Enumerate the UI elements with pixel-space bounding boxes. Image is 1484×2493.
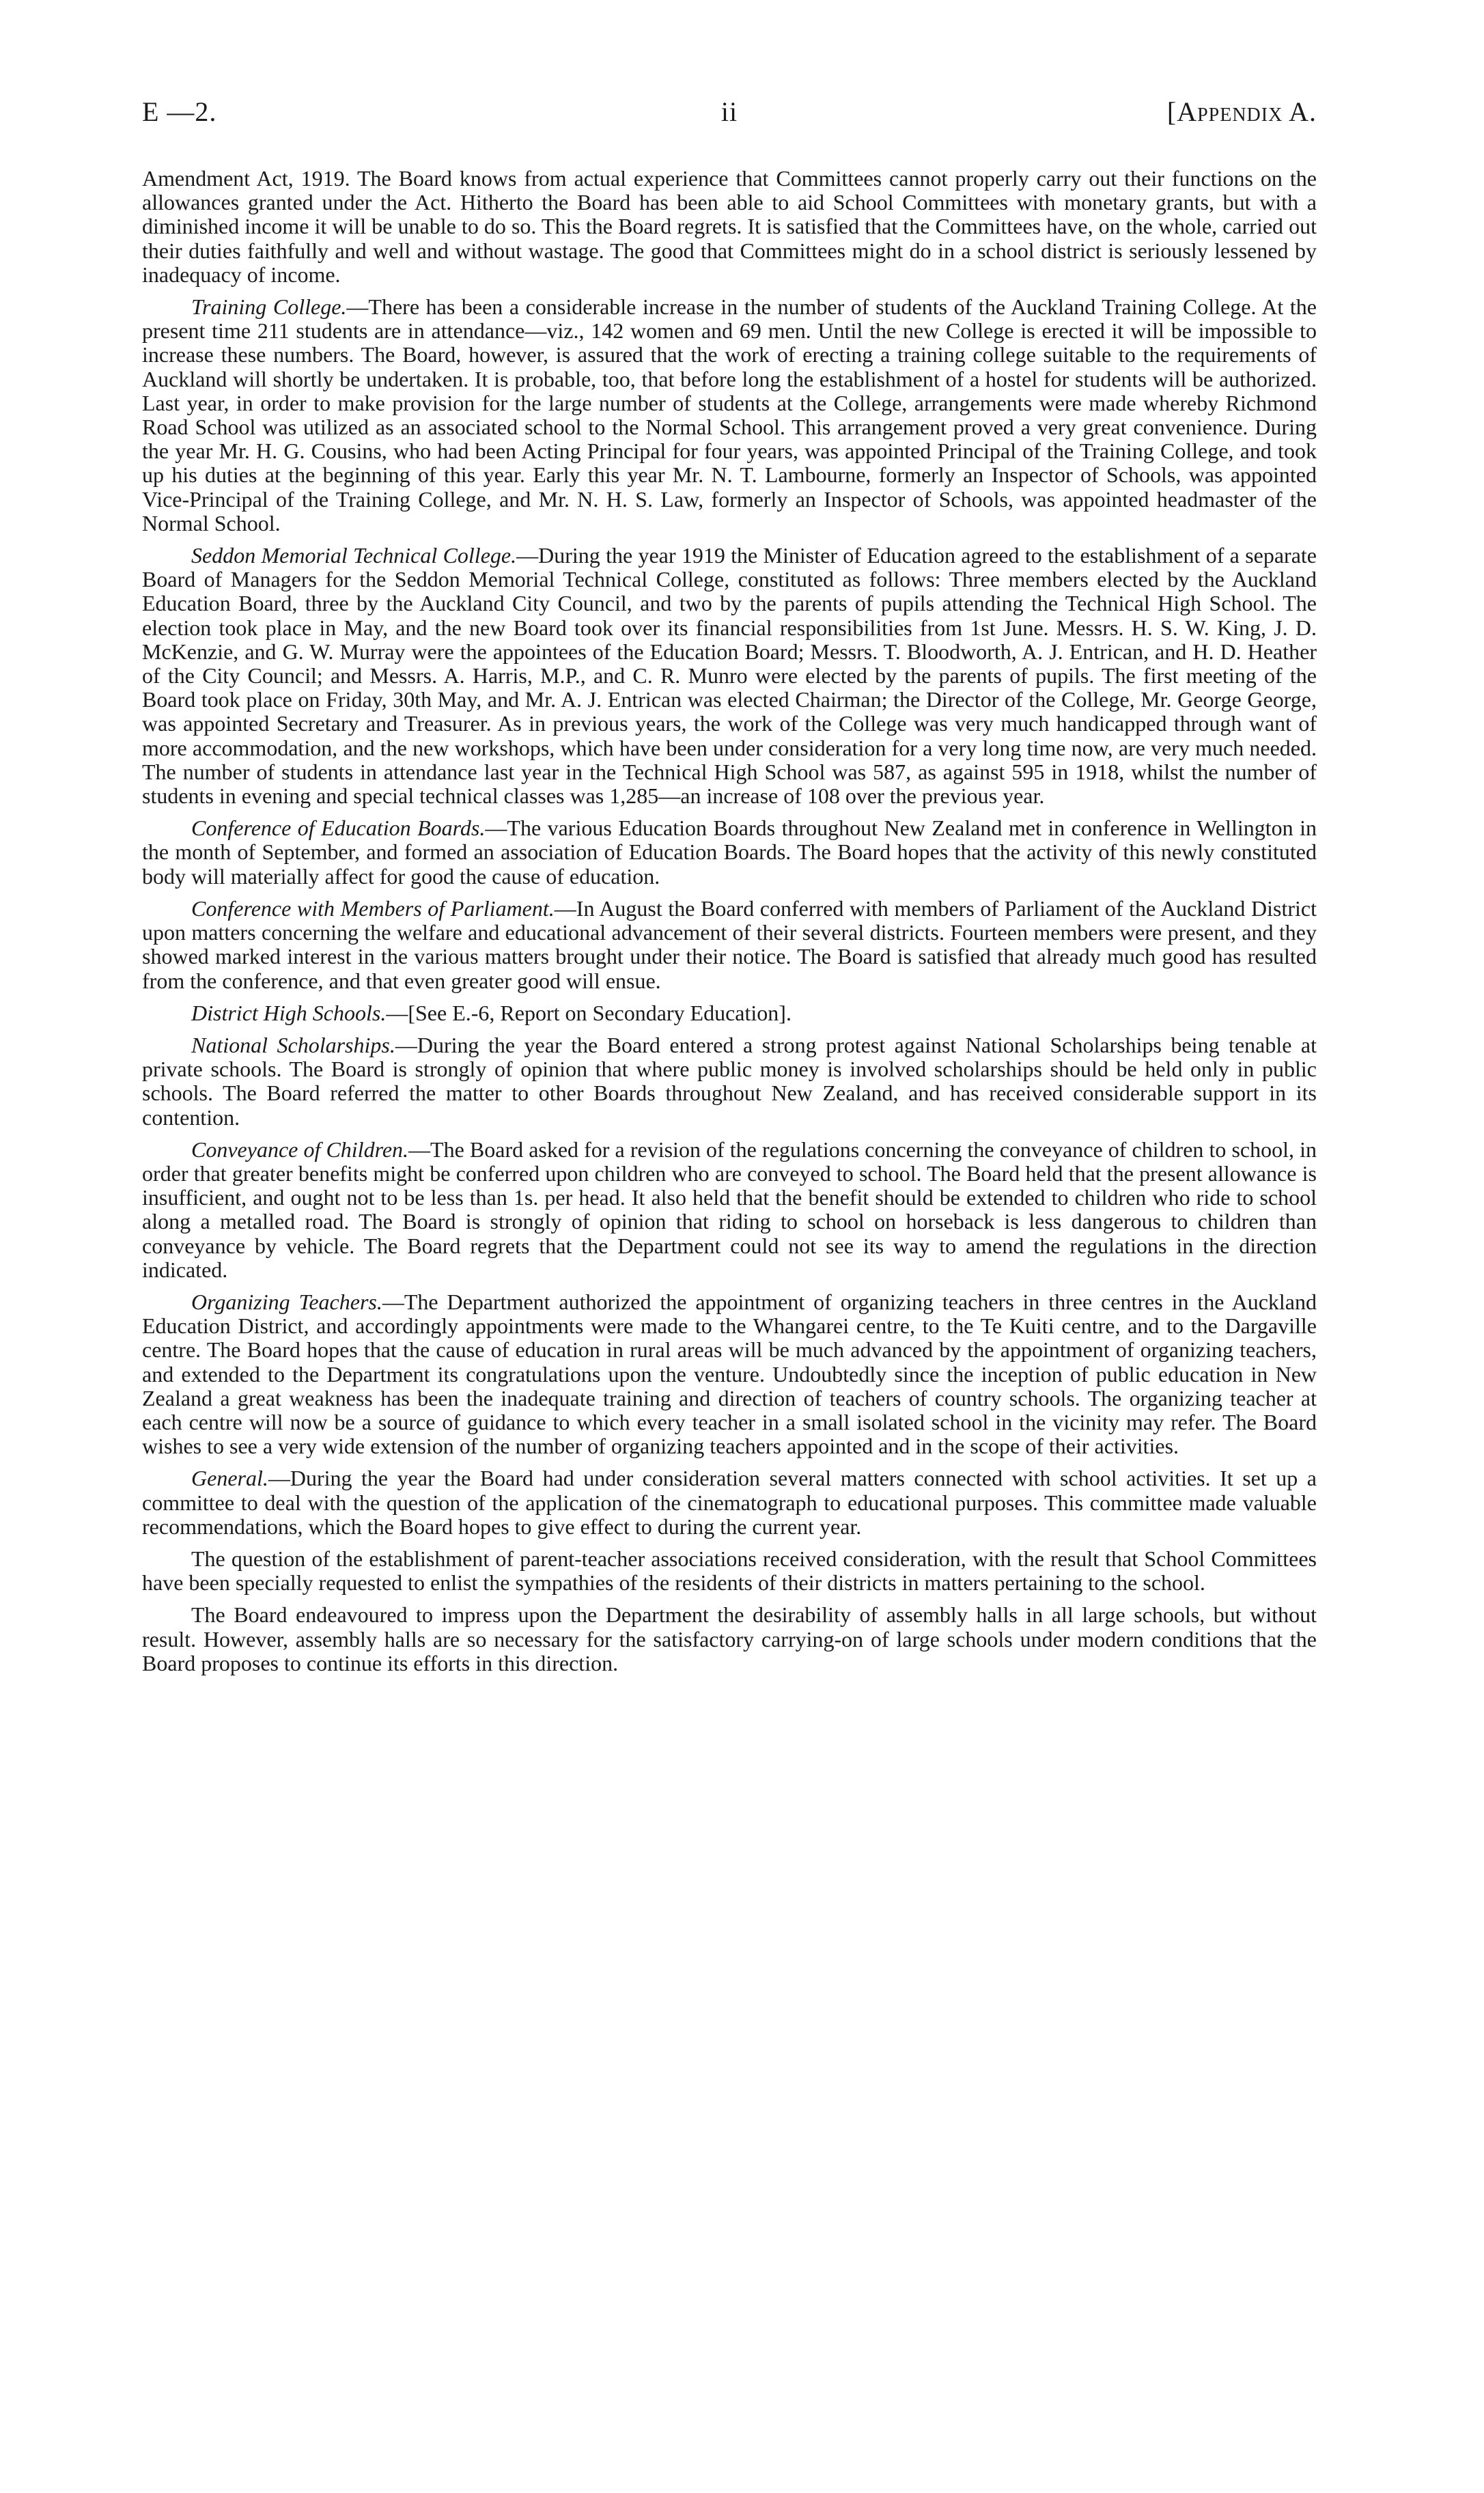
paragraph-text: —During the year 1919 the Minister of Education agreed to the establishment of a separate Board of Managers for the Seddon Memorial Technical College, constituted as follows: Three members elected by the Auckland Education Board, three by the Auckland City Council, and two by the parents of pupils attending the Technical High School. The election took place in May, and the new Board took over its financial responsibilities from 1st June. Messrs. H. S. W. King, J. D. McKenzie, and G. W. Murray were the appointees of the Education Board; Messrs. T. Bloodworth, A. J. Entrican, and H. D. Heather of the City Council; and Messrs. A. Harris, M.P., and C. R. Munro were elected by the parents of pupils. The first meeting of the Board took place on Friday, 30th May, and Mr. A. J. Entrican was elected Chairman; the Director of the College, Mr. George George, was appointed Secretary and Treasurer. As in previous years, the work of the College was very much handicapped through want of more accommodation, and the new workshops, which have been under consideration for a very long time now, are very much needed. The number of students in attendance last year in the Technical High School was 587, as against 595 in 1918, whilst the number of students in evening and special technical classes was 1,285—an increase of 108 over the previous year. [142, 543, 1317, 809]
paragraph-heading: Conference of Education Boards. [191, 816, 486, 841]
paragraph-text: —[See E.-6, Report on Secondary Education]. [386, 1000, 792, 1025]
paragraph-heading: Seddon Memorial Technical College. [191, 543, 517, 568]
paragraph-heading: Training College. [191, 294, 347, 320]
paragraph-heading: General. [191, 1466, 268, 1491]
report-code: E —2. [142, 96, 217, 127]
paragraph-heading: Conference with Members of Parliament. [191, 895, 555, 921]
paragraph-text: —During the year the Board entered a strong protest against National Scholarships being tenable at private schools. The Board is strongly of opinion that where public money is involved scholarships should be held only in public schools. The Board referred the matter to other Boards throughout New Zealand, and has received considerable support in its contention. [142, 1032, 1317, 1130]
appendix-label: [Appendix A. [1166, 96, 1317, 127]
paragraph-text: —The Board asked for a revision of the regulations concerning the conveyance of children to school, in order that greater benefits might be conferred upon children who are conveyed to school. The Board held that the present allowance is insufficient, and ought not to be less than 1s. per head. It also held that the benefit should be extended to children who ride to school along a metalled road. The Board is strongly of opinion that riding to school on horseback is less dangerous to children than conveyance by vehicle. The Board regrets that the Department could not see its way to amend the regulations in the direction indicated. [142, 1137, 1317, 1282]
report-body [142, 167, 1317, 1675]
paragraph-technical-college [142, 544, 1317, 808]
paragraph-general [142, 1466, 1317, 1539]
document-page [142, 96, 1317, 1684]
paragraph-heading: Conveyance of Children. [191, 1137, 409, 1162]
paragraph-continuation [142, 167, 1317, 287]
paragraph-text: —The Department authorized the appointment of organizing teachers in three centres in the Auckland Education District, and accordingly appointments were made to the Whangarei centre, to the Te Kuiti centre, and to the Dargaville centre. The Board hopes that the cause of education in rural areas will be much advanced by the appointment of organizing teachers, and extended to the Department its congratulations upon the venture. Undoubtedly since the inception of public education in New Zealand a great weakness has been the inadequate training and direction of teachers of country schools. The organizing teacher at each centre will now be a source of guidance to which every teacher in a small isolated school in the vicinity may refer. The Board wishes to see a very wide extension of the number of organizing teachers appointed and in the scope of their activities. [142, 1289, 1317, 1459]
paragraph-training-college [142, 295, 1317, 535]
paragraph-district-high-schools [142, 1001, 1317, 1025]
paragraph-conveyance [142, 1138, 1317, 1282]
paragraph-text: —There has been a considerable increase in the number of students of the Auckland Training College. At the present time 211 students are in attendance—viz., 142 women and 69 men. Until the new College is erected it will be impossible to increase these numbers. The Board, however, is assured that the work of erecting a training college suitable to the requirements of Auckland will shortly be undertaken. It is probable, too, that before long the establishment of a hostel for students will be authorized. Last year, in order to make provision for the large number of students at the College, arrangements were made whereby Richmond Road School was utilized as an associated school to the Normal School. This arrangement proved a very great convenience. During the year Mr. H. G. Cousins, who had been Acting Principal for four years, was appointed Principal of the Training College, and took up his duties at the beginning of this year. Early this year Mr. N. T. Lambourne, formerly an Inspector of Schools, was appointed Vice-Principal of the Training College, and Mr. N. H. S. Law, formerly an Inspector of Schools, was appointed headmaster of the Normal School. [142, 294, 1317, 535]
paragraph-text: —The various Education Boards throughout New Zealand met in conference in Wellington in the month of September, and formed an association of Education Boards. The Board hopes that the activity of this newly constituted body will materially affect for good the cause of education. [142, 816, 1317, 889]
paragraph-text: Amendment Act, 1919. The Board knows from actual experience that Committees cannot properly carry out their functions on the allowances granted under the Act. Hitherto the Board has been able to aid School Committees with monetary grants, but with a diminished income it will be unable to do so. This the Board regrets. It is satisfied that the Committees have, on the whole, carried out their duties faithfully and well and without wastage. The good that Committees might do in a school district is seriously lessened by inadequacy of income. [142, 166, 1317, 287]
paragraph-heading: National Scholarships. [191, 1032, 395, 1057]
paragraph-conference-parliament [142, 897, 1317, 993]
paragraph-national-scholarships [142, 1033, 1317, 1130]
page-header [142, 96, 1317, 137]
paragraph-heading: District High Schools. [191, 1000, 387, 1025]
paragraph-assembly-halls [142, 1603, 1317, 1675]
page-number: ii [720, 96, 738, 127]
paragraph-conference-boards [142, 816, 1317, 889]
paragraph-heading: Organizing Teachers. [191, 1289, 382, 1314]
paragraph-organizing-teachers [142, 1290, 1317, 1458]
paragraph-text: —In August the Board conferred with members of Parliament of the Auckland District upon matters concerning the welfare and educational advancement of their several districts. Fourteen members were present, and they showed marked interest in the various matters brought under their notice. The Board is satisfied that already much good has resulted from the conference, and that even greater good will ensue. [142, 895, 1317, 993]
paragraph-text: The Board endeavoured to impress upon the Department the desirability of assembly halls in all large schools, but without result. However, assembly halls are so necessary for the satisfactory carrying-on of large schools under modern conditions that the Board proposes to continue its efforts in this direction. [142, 1602, 1317, 1675]
paragraph-text: —During the year the Board had under consideration several matters connected with school activities. It set up a committee to deal with the question of the application of the cinematograph to educational purposes. This committee made valuable recommendations, which the Board hopes to give effect to during the current year. [142, 1466, 1317, 1539]
paragraph-text: The question of the establishment of parent-teacher associations received consideration, with the result that School Committees have been specially requested to enlist the sympathies of the residents of their districts in matters pertaining to the school. [142, 1546, 1317, 1596]
paragraph-parent-teacher [142, 1547, 1317, 1595]
